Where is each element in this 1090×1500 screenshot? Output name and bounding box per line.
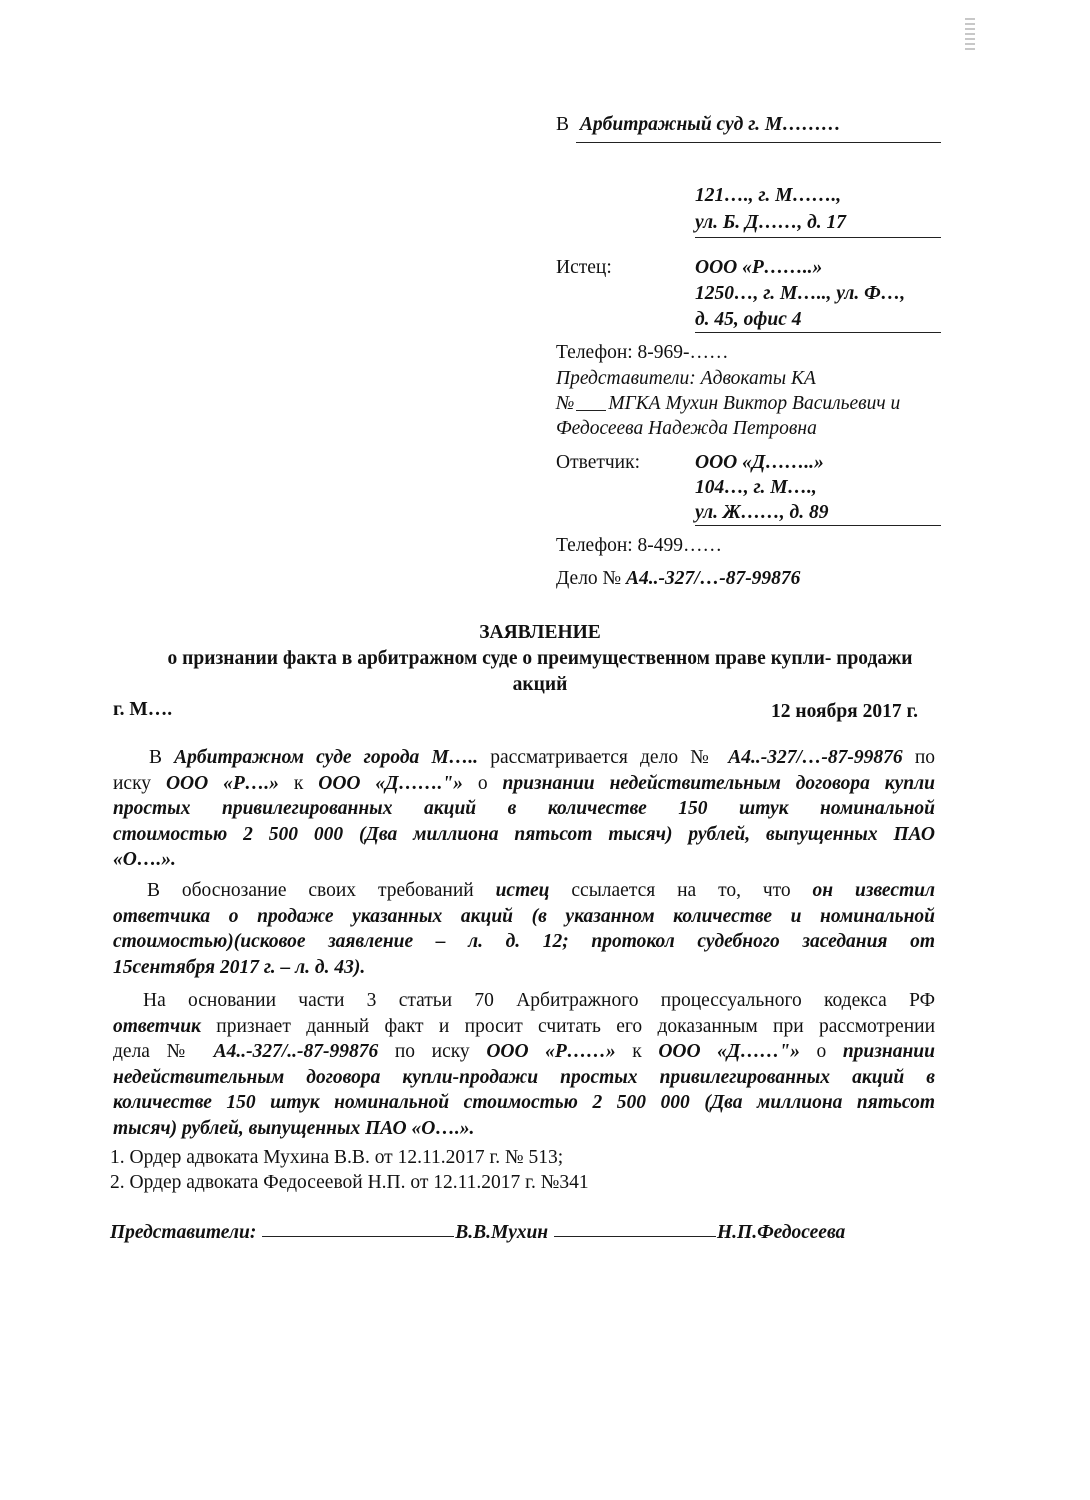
defendant-address-line1: 104…, г. М…., <box>695 477 817 498</box>
defendant-phone: Телефон: 8-499…… <box>556 535 723 556</box>
plaintiff-phone: Телефон: 8-969-…… <box>556 342 729 363</box>
court-address-line1: 121…., г. М……., <box>695 185 842 206</box>
p1-line1: В Арбитражном суде города М….. рассматривается дело № А4..-327/…-87-99876 по <box>149 747 936 768</box>
court-line <box>556 112 841 138</box>
p2-line4: 15сентября 2017 г. – л. д. 43). <box>113 956 366 978</box>
p2-line1: В обоснозание своих требований истец ссылается на то, что он известил <box>147 880 936 901</box>
p1-line2: иску ООО «Р….» к ООО «Д……."» о признании недействительным договора купли <box>113 772 935 794</box>
plaintiff-label: Истец: <box>556 257 612 278</box>
plaintiff-address-line2: д. 45, офис 4 <box>695 309 802 330</box>
scan-smudge <box>965 18 975 50</box>
representatives-number-sign: № <box>556 393 575 414</box>
p1-line4: стоимостью 2 500 000 (Два миллиона пятьсот тысяч) рублей, выпущенных ПАО <box>113 823 935 845</box>
paragraph-2 <box>113 878 935 980</box>
representatives-line3: Федосеева Надежда Петровна <box>556 418 817 439</box>
case-number-line <box>556 566 800 592</box>
p3-line6: тысяч) рублей, выпущенных ПАО «О….». <box>113 1117 475 1139</box>
signature-label: Представители: <box>110 1222 257 1243</box>
paragraph-1 <box>113 745 935 873</box>
attachment-2: 2. Ордер адвоката Федосеевой Н.П. от 12.11.2017 г. №341 <box>110 1172 589 1193</box>
signature-line-2 <box>554 1236 716 1237</box>
signature-line-1 <box>262 1236 454 1237</box>
document-date: 12 ноября 2017 г. <box>771 701 918 722</box>
court-name: Арбитражный суд г. М……… <box>579 114 841 135</box>
blank-number <box>576 394 606 411</box>
plaintiff-address-line1: 1250…, г. М….., ул. Ф…, <box>695 283 906 304</box>
p3-line5: количестве 150 штук номинальной стоимостью 2 500 000 (Два миллиона пятьсот <box>113 1092 935 1113</box>
document-title: ЗАЯВЛЕНИЕ <box>479 622 601 643</box>
document-city: г. М…. <box>113 699 173 720</box>
signature-row <box>110 1220 845 1246</box>
court-address-line2: ул. Б. Д……, д. 17 <box>695 212 847 233</box>
court-underline <box>576 142 941 143</box>
defendant-name: ООО «Д……..» <box>695 452 824 473</box>
p3-line3: дела № А4..-327/..-87-99876 по иску ООО «Р……» к ООО «Д……"» о признании <box>113 1041 935 1062</box>
document-subtitle-line2: акций <box>512 674 568 695</box>
p1-line5: «О….». <box>113 849 176 870</box>
case-prefix: Дело № <box>556 568 622 589</box>
representatives-line2 <box>556 391 900 417</box>
defendant-label: Ответчик: <box>556 452 641 473</box>
p2-line2: ответчика о продаже указанных акций (в указанном количестве и номинальной <box>113 905 935 927</box>
document-subtitle-line1: о признании факта в арбитражном суде о преимущественном праве купли- продажи <box>167 648 913 669</box>
signature-name-2: Н.П.Федосеева <box>717 1222 846 1243</box>
defendant-address-line2: ул. Ж……, д. 89 <box>695 502 829 523</box>
plaintiff-underline <box>695 332 941 333</box>
case-number: А4..-327/…-87-99876 <box>626 568 801 589</box>
court-address-underline <box>695 237 941 238</box>
p1-line3: простых привилегированных акций в количестве 150 штук номинальной <box>113 798 935 819</box>
p3-line4: недействительным договора купли-продажи простых привилегированных акций в <box>113 1066 935 1088</box>
representatives-line2-text: МГКА Мухин Виктор Васильевич и <box>608 393 901 414</box>
signature-name-1: В.В.Мухин <box>455 1222 549 1243</box>
representatives-line1: Представители: Адвокаты КА <box>556 368 816 389</box>
to-prefix: В <box>556 114 570 135</box>
p3-line2: ответчик признает данный факт и просит считать его доказанным при рассмотрении <box>113 1015 935 1037</box>
defendant-underline <box>695 525 941 526</box>
plaintiff-name: ООО «Р……..» <box>695 257 823 278</box>
p2-line3: стоимостью)(исковое заявление – л. д. 12; протокол судебного заседания от <box>113 931 935 952</box>
p3-line1: На основании части 3 статьи 70 Арбитражного процессуального кодекса РФ <box>143 990 935 1011</box>
attachment-1: 1. Ордер адвоката Мухина В.В. от 12.11.2017 г. № 513; <box>110 1147 564 1168</box>
paragraph-3 <box>113 988 935 1141</box>
